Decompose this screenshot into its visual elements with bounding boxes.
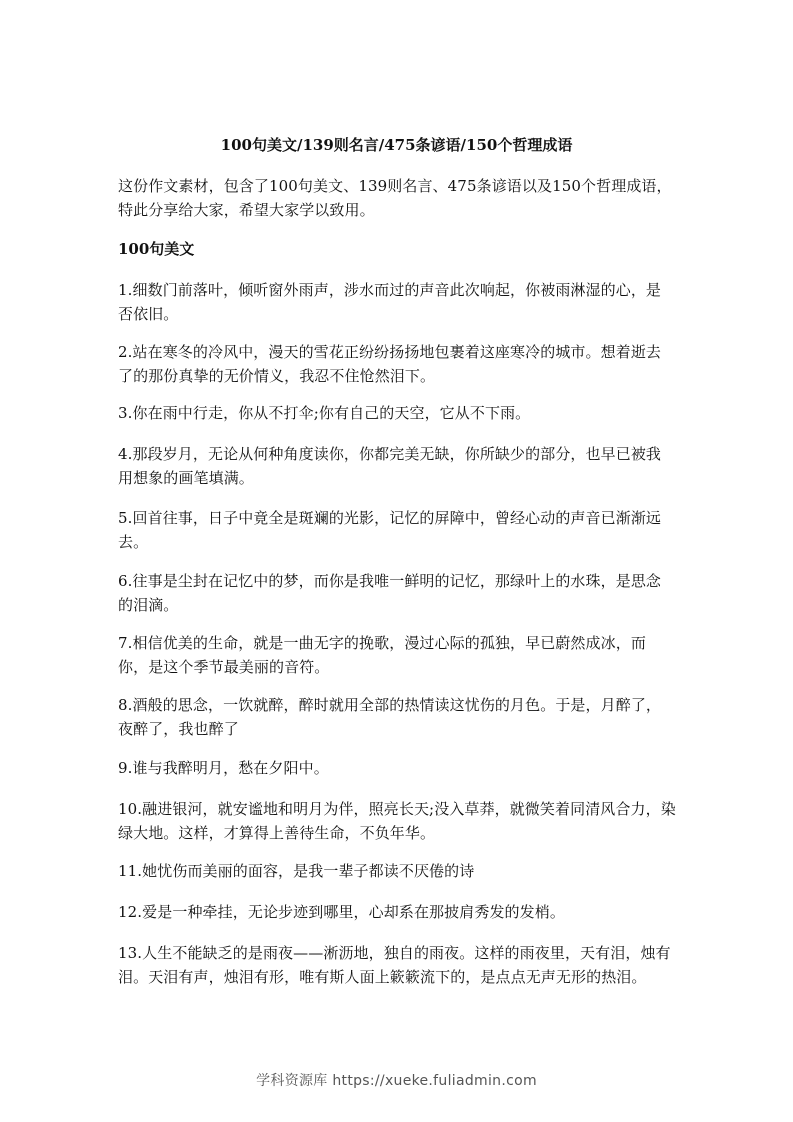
list-item: 10.融进银河，就安谧地和明月为伴，照亮长天;没入草莽，就微笑着同清风合力，染绿大地。这样，才算得上善待生命，不负年华。 — [118, 800, 676, 842]
list-item: 11.她忧伤而美丽的面容，是我一辈子都读不厌倦的诗 — [118, 862, 475, 880]
list-item: 8.酒般的思念，一饮就醉，醉时就用全部的热情读这忧伤的月色。于是，月醉了，夜醉了，我也醉了 — [118, 696, 662, 738]
list-item: 13.人生不能缺乏的是雨夜——淅沥地，独自的雨夜。这样的雨夜里，天有泪，烛有泪。天泪有声，烛泪有形，唯有斯人面上簌簌流下的，是点点无声无形的热泪。 — [118, 944, 671, 986]
intro-paragraph: 这份作文素材，包含了100句美文、139则名言、475条谚语以及150个哲理成语，特此分享给大家，希望大家学以致用。 — [118, 177, 672, 219]
section-heading: 100句美文 — [118, 240, 195, 258]
list-item: 4.那段岁月，无论从何种角度读你，你都完美无缺，你所缺少的部分，也早已被我用想象的画笔填满。 — [118, 445, 662, 487]
list-item: 6.往事是尘封在记忆中的梦，而你是我唯一鲜明的记忆，那绿叶上的水珠，是思念的泪滴。 — [118, 572, 662, 614]
footer-watermark: 学科资源库 https://xueke.fuliadmin.com — [256, 1073, 537, 1089]
list-item: 3.你在雨中行走，你从不打伞;你有自己的天空，它从不下雨。 — [118, 404, 531, 422]
list-item: 9.谁与我醉明月，愁在夕阳中。 — [118, 759, 329, 777]
list-item: 5.回首往事，日子中竟全是斑斓的光影，记忆的屏障中，曾经心动的声音已渐渐远去。 — [118, 509, 662, 551]
list-item: 12.爱是一种牵挂，无论步迹到哪里，心却系在那披肩秀发的发梢。 — [118, 903, 565, 921]
list-item: 1.细数门前落叶，倾听窗外雨声，涉水而过的声音此次响起，你被雨淋湿的心，是否依旧。 — [118, 281, 662, 323]
list-item: 2.站在寒冬的冷风中，漫天的雪花正纷纷扬扬地包裹着这座寒冷的城市。想着逝去了的那份真挚的无价情义，我忍不住怆然泪下。 — [118, 343, 662, 385]
list-item: 7.相信优美的生命，就是一曲无字的挽歌，漫过心际的孤独，早已蔚然成冰，而你，是这个季节最美丽的音符。 — [118, 634, 646, 676]
document-title: 100句美文/139则名言/475条谚语/150个哲理成语 — [220, 136, 573, 154]
